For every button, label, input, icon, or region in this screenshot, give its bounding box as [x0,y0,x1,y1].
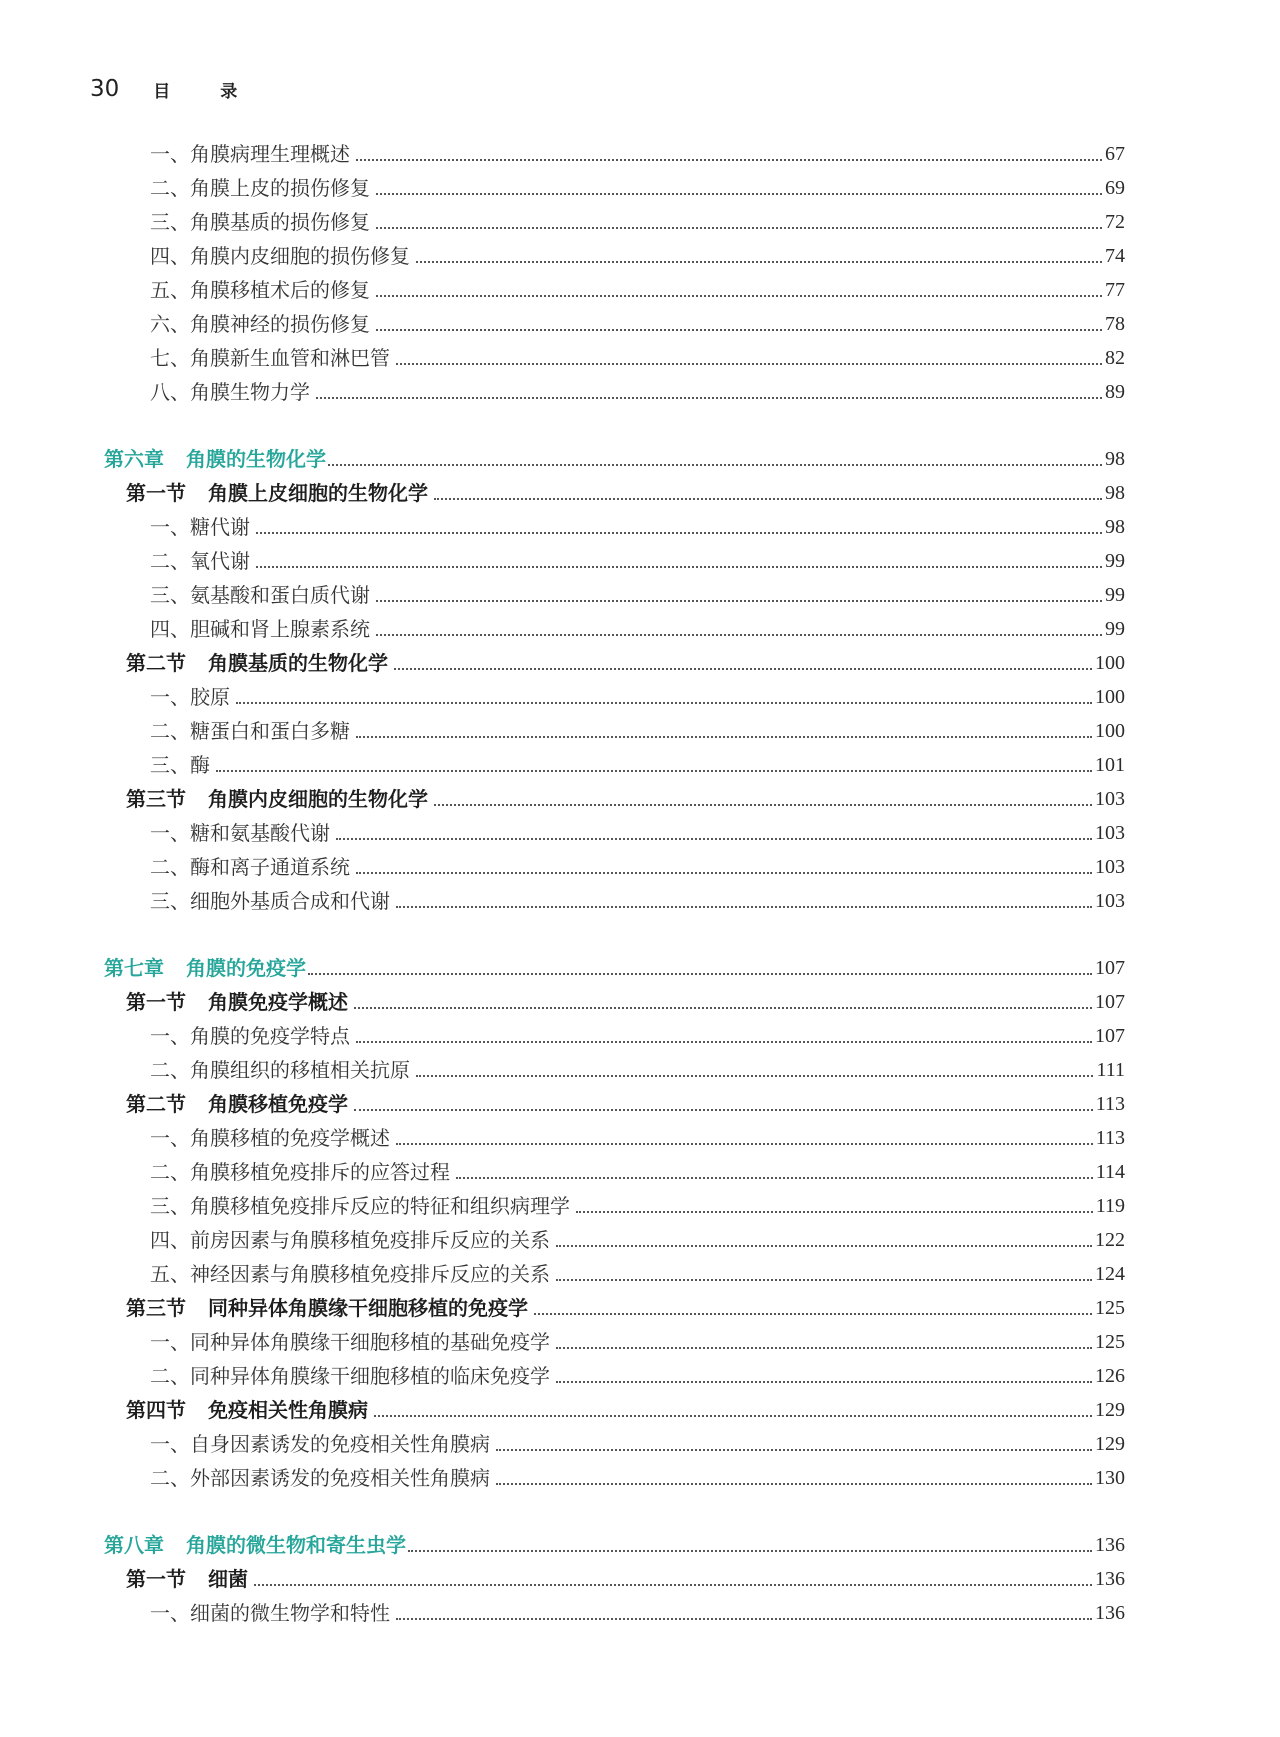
entry-title: 二、角膜上皮的损伤修复 [150,176,370,200]
toc-entry-label [104,1531,406,1559]
toc-item-entry[interactable] [150,1056,1125,1084]
dot-leader [256,566,1102,568]
entry-page-number: 130 [1095,1467,1125,1489]
toc-entry-label [150,615,370,643]
dot-leader [416,261,1102,263]
toc-item-entry[interactable] [150,615,1125,643]
toc-item-entry[interactable] [150,310,1125,338]
dot-leader [408,1550,1092,1552]
entry-title: 角膜免疫学概述 [208,990,348,1014]
entry-title: 免疫相关性角膜病 [208,1398,368,1422]
dot-leader [376,634,1102,636]
entry-title: 二、酶和离子通道系统 [150,855,350,879]
entry-page-number: 113 [1095,1127,1125,1149]
toc-entry-label [150,887,390,915]
toc-section-entry[interactable] [126,1565,1125,1593]
entry-title: 角膜内皮细胞的生物化学 [208,787,428,811]
toc-item-entry[interactable] [150,1599,1125,1627]
toc-entry-label [104,445,326,473]
entry-title: 八、角膜生物力学 [150,380,310,404]
toc-entry-label [150,1192,570,1220]
entry-page-number: 82 [1105,347,1125,369]
dot-leader [336,838,1092,840]
toc-item-entry[interactable] [150,751,1125,779]
toc-item-entry[interactable] [150,513,1125,541]
toc-entry-label [150,853,350,881]
toc-entry-label [104,954,306,982]
section-number: 第一节 [126,481,186,505]
toc-item-entry[interactable] [150,1362,1125,1390]
toc-entry-label [150,1226,550,1254]
toc-entry-label [150,1124,390,1152]
entry-title: 五、神经因素与角膜移植免疫排斥反应的关系 [150,1262,550,1286]
dot-leader [376,329,1102,331]
dot-leader [434,804,1092,806]
entry-title: 二、角膜组织的移植相关抗原 [150,1058,410,1082]
toc-item-entry[interactable] [150,717,1125,745]
toc-entry-label [150,344,390,372]
entry-page-number: 89 [1105,381,1125,403]
toc-item-entry[interactable] [150,1226,1125,1254]
entry-title: 三、细胞外基质合成和代谢 [150,889,390,913]
toc-section-entry[interactable] [126,988,1125,1016]
toc-entry-label [150,819,330,847]
dot-leader [394,668,1092,670]
dot-leader [376,227,1102,229]
chapter-number: 第八章 [104,1533,164,1557]
dot-leader [236,702,1092,704]
toc-item-entry[interactable] [150,208,1125,236]
toc-item-entry[interactable] [150,547,1125,575]
dot-leader [256,532,1102,534]
section-number: 第二节 [126,1092,186,1116]
dot-leader [396,1143,1093,1145]
dot-leader [316,397,1102,399]
entry-page-number: 100 [1095,686,1125,708]
entry-title: 二、角膜移植免疫排斥的应答过程 [150,1160,450,1184]
toc-entry-label [126,479,428,507]
toc-section-entry[interactable] [126,1090,1125,1118]
toc-entry-label [150,276,370,304]
entry-page-number: 98 [1105,448,1125,470]
entry-title: 角膜上皮细胞的生物化学 [208,481,428,505]
entry-title: 四、角膜内皮细胞的损伤修复 [150,244,410,268]
entry-page-number: 103 [1095,822,1125,844]
toc-entry-label [150,1056,410,1084]
dot-leader [328,464,1102,466]
entry-title: 三、氨基酸和蛋白质代谢 [150,583,370,607]
entry-page-number: 98 [1105,482,1125,504]
entry-title: 一、糖代谢 [150,515,250,539]
entry-page-number: 78 [1105,313,1125,335]
entry-title: 三、角膜基质的损伤修复 [150,210,370,234]
toc-entry-label [150,1158,450,1186]
toc-entry-label [150,717,350,745]
entry-title: 细菌 [208,1567,248,1591]
page-number: 30 [90,76,120,102]
toc-item-entry[interactable] [150,174,1125,202]
toc-item-entry[interactable] [150,1328,1125,1356]
entry-page-number: 103 [1095,788,1125,810]
entry-title: 二、氧代谢 [150,549,250,573]
entry-page-number: 74 [1105,245,1125,267]
dot-leader [396,906,1092,908]
entry-page-number: 98 [1105,516,1125,538]
entry-page-number: 77 [1105,279,1125,301]
toc-entry-label [150,1599,390,1627]
entry-page-number: 136 [1095,1534,1125,1556]
entry-page-number: 69 [1105,177,1125,199]
chapter-number: 第七章 [104,956,164,980]
dot-leader [354,1109,1093,1111]
entry-page-number: 136 [1095,1602,1125,1624]
dot-leader [556,1279,1092,1281]
entry-title: 角膜的免疫学 [186,956,306,980]
entry-page-number: 103 [1095,890,1125,912]
toc-entry-label [150,683,230,711]
toc-entry-label [150,1362,550,1390]
toc-entry-label [126,1396,368,1424]
dot-leader [356,872,1092,874]
entry-title: 一、同种异体角膜缘干细胞移植的基础免疫学 [150,1330,550,1354]
toc-entry-label [150,140,350,168]
section-number: 第一节 [126,990,186,1014]
entry-title: 五、角膜移植术后的修复 [150,278,370,302]
toc-section-entry[interactable] [126,1396,1125,1424]
toc-entry-label [150,242,410,270]
toc-chapter-entry[interactable] [104,1531,1125,1559]
toc-entry-label [150,1430,490,1458]
toc-entry-label [150,310,370,338]
toc-chapter-entry[interactable] [104,445,1125,473]
entry-page-number: 107 [1095,1025,1125,1047]
section-number: 第一节 [126,1567,186,1591]
dot-leader [396,1618,1092,1620]
running-title: 目 录 [153,81,260,102]
dot-leader [434,498,1102,500]
toc-entry-label [150,174,370,202]
toc-entry-label [150,1260,550,1288]
entry-title: 七、角膜新生血管和淋巴管 [150,346,390,370]
toc-entry-label [150,751,210,779]
section-number: 第二节 [126,651,186,675]
entry-title: 角膜的微生物和寄生虫学 [186,1533,406,1557]
dot-leader [308,973,1092,975]
section-number: 第四节 [126,1398,186,1422]
toc-chapter-entry[interactable] [104,954,1125,982]
toc-entry-label [126,649,388,677]
toc-item-entry[interactable] [150,1022,1125,1050]
entry-page-number: 100 [1095,652,1125,674]
dot-leader [556,1245,1092,1247]
toc-item-entry[interactable] [150,581,1125,609]
entry-title: 一、细菌的微生物学和特性 [150,1601,390,1625]
toc-item-entry[interactable] [150,242,1125,270]
toc-entry-label [126,785,428,813]
toc-item-entry[interactable] [150,378,1125,406]
entry-page-number: 103 [1095,856,1125,878]
toc-entry-label [150,378,310,406]
toc-item-entry[interactable] [150,1464,1125,1492]
section-number: 第三节 [126,787,186,811]
toc-item-entry[interactable] [150,683,1125,711]
dot-leader [354,1007,1092,1009]
toc-entry-label [150,581,370,609]
dot-leader [576,1211,1093,1213]
entry-title: 角膜的生物化学 [186,447,326,471]
toc-item-entry[interactable] [150,1192,1125,1220]
dot-leader [376,600,1102,602]
toc-section-entry[interactable] [126,479,1125,507]
entry-title: 一、自身因素诱发的免疫相关性角膜病 [150,1432,490,1456]
dot-leader [496,1449,1092,1451]
entry-title: 角膜基质的生物化学 [208,651,388,675]
entry-title: 三、酶 [150,753,210,777]
toc-item-entry[interactable] [150,887,1125,915]
entry-page-number: 111 [1096,1059,1125,1081]
dot-leader [374,1415,1092,1417]
entry-title: 二、外部因素诱发的免疫相关性角膜病 [150,1466,490,1490]
entry-title: 四、胆碱和肾上腺素系统 [150,617,370,641]
entry-title: 三、角膜移植免疫排斥反应的特征和组织病理学 [150,1194,570,1218]
dot-leader [556,1381,1092,1383]
dot-leader [534,1313,1092,1315]
entry-title: 一、糖和氨基酸代谢 [150,821,330,845]
chapter-number: 第六章 [104,447,164,471]
entry-page-number: 125 [1095,1297,1125,1319]
entry-title: 六、角膜神经的损伤修复 [150,312,370,336]
toc-entry-label [126,1565,248,1593]
toc-entry-label [150,547,250,575]
entry-page-number: 122 [1095,1229,1125,1251]
entry-title: 同种异体角膜缘干细胞移植的免疫学 [208,1296,528,1320]
dot-leader [376,193,1102,195]
entry-page-number: 129 [1095,1399,1125,1421]
page-header [90,74,259,104]
entry-title: 一、角膜的免疫学特点 [150,1024,350,1048]
entry-page-number: 136 [1095,1568,1125,1590]
entry-page-number: 99 [1105,550,1125,572]
entry-page-number: 100 [1095,720,1125,742]
toc-item-entry[interactable] [150,1124,1125,1152]
dot-leader [356,736,1092,738]
toc-section-entry[interactable] [126,785,1125,813]
toc-entry-label [150,513,250,541]
toc-item-entry[interactable] [150,853,1125,881]
entry-page-number: 101 [1095,754,1125,776]
toc-entry-label [126,1090,348,1118]
entry-title: 二、同种异体角膜缘干细胞移植的临床免疫学 [150,1364,550,1388]
entry-page-number: 107 [1095,957,1125,979]
toc-item-entry[interactable] [150,140,1125,168]
dot-leader [496,1483,1092,1485]
dot-leader [376,295,1102,297]
entry-title: 四、前房因素与角膜移植免疫排斥反应的关系 [150,1228,550,1252]
toc-item-entry[interactable] [150,344,1125,372]
entry-page-number: 124 [1095,1263,1125,1285]
entry-page-number: 72 [1105,211,1125,233]
dot-leader [356,1041,1092,1043]
toc-section-entry[interactable] [126,649,1125,677]
toc-entry-label [126,988,348,1016]
toc-entry-label [150,1464,490,1492]
toc-entry-label [126,1294,528,1322]
entry-title: 一、角膜病理生理概述 [150,142,350,166]
entry-page-number: 125 [1095,1331,1125,1353]
dot-leader [556,1347,1092,1349]
toc-entry-label [150,1328,550,1356]
entry-page-number: 107 [1095,991,1125,1013]
dot-leader [396,363,1102,365]
dot-leader [216,770,1092,772]
entry-page-number: 113 [1095,1093,1125,1115]
toc-item-entry[interactable] [150,819,1125,847]
entry-page-number: 126 [1095,1365,1125,1387]
entry-page-number: 99 [1105,584,1125,606]
toc-item-entry[interactable] [150,276,1125,304]
dot-leader [456,1177,1093,1179]
dot-leader [356,159,1102,161]
dot-leader [416,1075,1093,1077]
entry-page-number: 129 [1095,1433,1125,1455]
toc-entry-label [150,1022,350,1050]
entry-title: 角膜移植免疫学 [208,1092,348,1116]
toc-item-entry[interactable] [150,1260,1125,1288]
entry-title: 一、胶原 [150,685,230,709]
entry-title: 二、糖蛋白和蛋白多糖 [150,719,350,743]
toc-item-entry[interactable] [150,1158,1125,1186]
entry-page-number: 99 [1105,618,1125,640]
entry-page-number: 67 [1105,143,1125,165]
toc-item-entry[interactable] [150,1430,1125,1458]
section-number: 第三节 [126,1296,186,1320]
toc-section-entry[interactable] [126,1294,1125,1322]
entry-page-number: 114 [1095,1161,1125,1183]
entry-title: 一、角膜移植的免疫学概述 [150,1126,390,1150]
toc-entry-label [150,208,370,236]
entry-page-number: 119 [1095,1195,1125,1217]
dot-leader [254,1584,1092,1586]
